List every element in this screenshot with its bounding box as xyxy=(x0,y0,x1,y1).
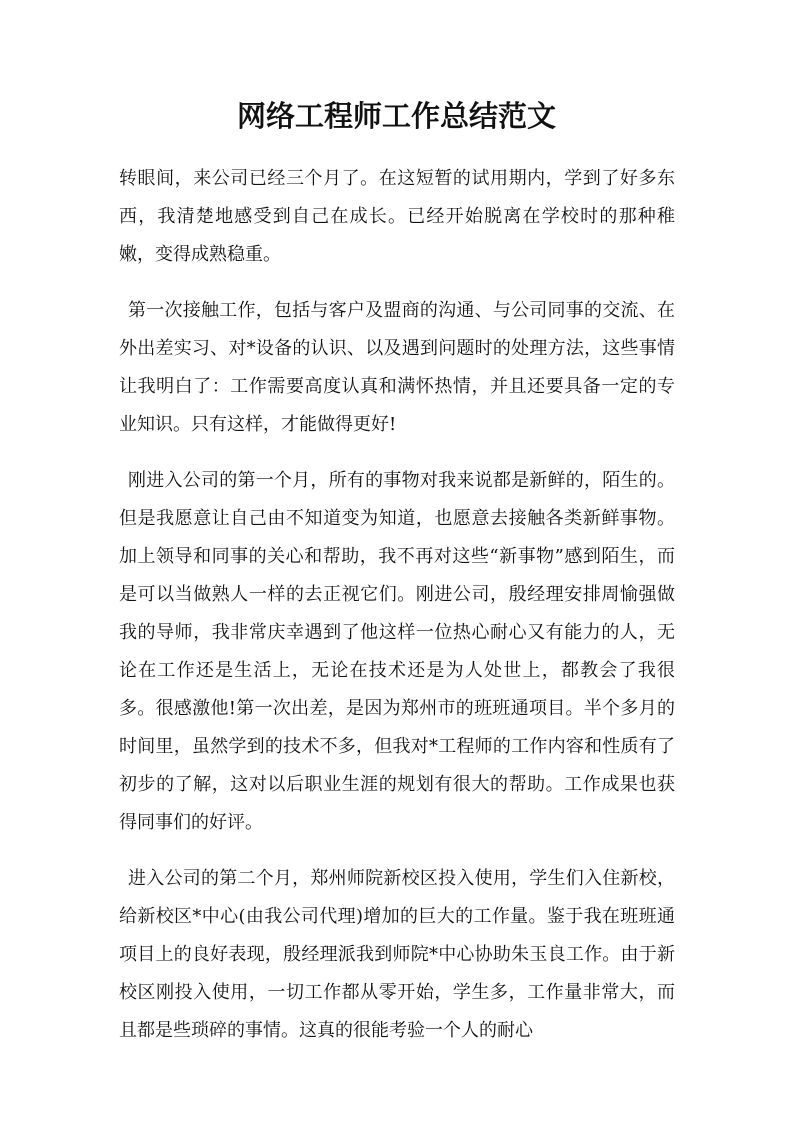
paragraph-4: 进入公司的第二个月，郑州师院新校区投入使用，学生们入住新校，给新校区*中心(由我公司代理)增加的巨大的工作量。鉴于我在班班通项目上的良好表现，殷经理派我到师院*中心协助朱玉良工作。由于新校区刚投入使用，一切工作都从零开始，学生多，工作量非常大，而且都是些琐碎的事情。这真的很能考验一个人的耐心 xyxy=(119,868,675,1041)
document-title: 网络工程师工作总结范文 xyxy=(236,99,556,133)
paragraph-1: 转眼间，来公司已经三个月了。在这短暂的试用期内，学到了好多东西，我清楚地感受到自己在成长。已经开始脱离在学校时的那种稚嫩，变得成熟稳重。 xyxy=(119,168,675,265)
document-body xyxy=(119,160,675,1068)
paragraph-3: 刚进入公司的第一个月，所有的事物对我来说都是新鲜的，陌生的。但是我愿意让自己由不知道变为知道，也愿意去接触各类新鲜事物。加上领导和同事的关心和帮助，我不再对这些“新事物”感到陌生，而是可以当做熟人一样的去正视它们。刚进公司，殷经理安排周愉强做我的导师，我非常庆幸遇到了他这样一位热心耐心又有能力的人，无论在工作还是生活上，无论在技术还是为人处世上，都教会了我很多。很感激他!第一次出差，是因为郑州市的班班通项目。半个多月的时间里，虽然学到的技术不多，但我对*工程师的工作内容和性质有了初步的了解，这对以后职业生涯的规划有很大的帮助。工作成果也获得同事们的好评。 xyxy=(119,470,675,833)
paragraph-2: 第一次接触工作，包括与客户及盟商的沟通、与公司同事的交流、在外出差实习、对*设备的认识、以及遇到问题时的处理方法，这些事情让我明白了：工作需要高度认真和满怀热情，并且还要具备一定的专业知识。只有这样，才能做得更好! xyxy=(119,300,675,435)
